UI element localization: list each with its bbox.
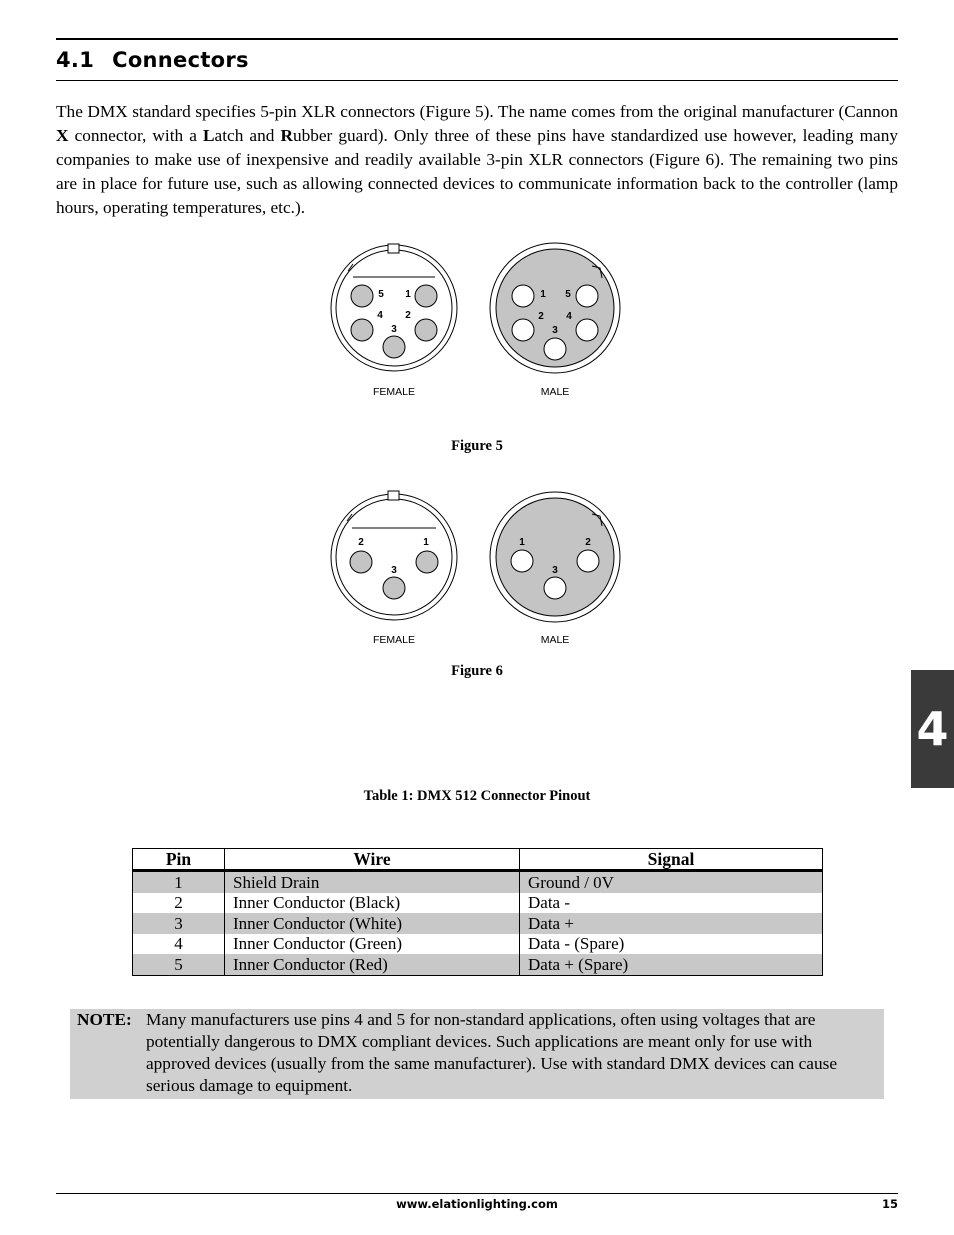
cell-wire: Inner Conductor (Red) bbox=[225, 954, 520, 975]
m5-label-5: 5 bbox=[565, 289, 571, 300]
male3-pin-2 bbox=[577, 550, 599, 572]
cell-wire: Shield Drain bbox=[225, 871, 520, 893]
female-pin-5 bbox=[351, 285, 373, 307]
f5-label-4: 4 bbox=[377, 310, 383, 321]
figure5-connectors-diagram bbox=[330, 236, 630, 406]
male3-pin-1 bbox=[511, 550, 533, 572]
top-rule bbox=[56, 38, 898, 40]
male-3pin-connector bbox=[490, 492, 620, 622]
male-pin-1 bbox=[512, 285, 534, 307]
intro-text-3: atch and bbox=[214, 126, 281, 145]
intro-bold-l: L bbox=[203, 126, 215, 145]
m5-label-2: 2 bbox=[538, 311, 544, 322]
cell-signal: Data + bbox=[520, 913, 823, 934]
f6-label-3: 3 bbox=[391, 565, 397, 576]
male-pin-3 bbox=[544, 338, 566, 360]
table-row bbox=[133, 934, 823, 955]
male-pin-4 bbox=[576, 319, 598, 341]
cell-wire: Inner Conductor (Black) bbox=[225, 893, 520, 914]
f5-male-label: MALE bbox=[540, 386, 570, 398]
male3-pin-3 bbox=[544, 577, 566, 599]
section-number: 4.1 bbox=[56, 48, 95, 72]
female3-pin-3 bbox=[383, 577, 405, 599]
cell-pin: 2 bbox=[133, 893, 225, 914]
female3-latch bbox=[388, 491, 399, 500]
note-text: Many manufacturers use pins 4 and 5 for non-standard applications, often using voltages that are potentially dangerous to DMX compliant devices. Such applications are meant only for use with approved devices (usually from the same manufacturer). Use with standard DMX devices can cause serious damage to equipment. bbox=[146, 1010, 837, 1095]
intro-bold-r: R bbox=[280, 126, 293, 145]
heading-rule bbox=[56, 80, 898, 81]
f6-male-label: MALE bbox=[540, 634, 570, 646]
page-number: 15 bbox=[881, 1197, 898, 1211]
male-5pin-connector bbox=[490, 243, 620, 373]
female-latch bbox=[388, 244, 399, 253]
cell-wire: Inner Conductor (Green) bbox=[225, 934, 520, 955]
cell-signal: Data - bbox=[520, 893, 823, 914]
f6-female-label: FEMALE bbox=[372, 634, 416, 646]
header-wire: Wire bbox=[225, 849, 520, 871]
female-pin-4 bbox=[351, 319, 373, 341]
section-title: Connectors bbox=[112, 48, 249, 72]
f5-label-5: 5 bbox=[378, 289, 384, 300]
female3-outer-ring bbox=[331, 494, 457, 620]
figure6-caption: Figure 6 bbox=[451, 663, 503, 679]
footer-rule bbox=[56, 1193, 898, 1194]
female-3pin-connector bbox=[331, 491, 457, 620]
cell-pin: 1 bbox=[133, 871, 225, 893]
f6-label-1: 1 bbox=[423, 537, 429, 548]
f5-label-3: 3 bbox=[391, 324, 397, 335]
footer-url: www.elationlighting.com bbox=[396, 1197, 558, 1211]
table-row bbox=[133, 893, 823, 914]
intro-bold-x: X bbox=[56, 126, 69, 145]
m6-label-2: 2 bbox=[585, 537, 591, 548]
cell-pin: 3 bbox=[133, 913, 225, 934]
intro-text-2: connector, with a bbox=[68, 126, 204, 145]
cell-pin: 4 bbox=[133, 934, 225, 955]
note-box bbox=[70, 1009, 884, 1099]
cell-signal: Data + (Spare) bbox=[520, 954, 823, 975]
female-pin-2 bbox=[415, 319, 437, 341]
female-5pin-connector bbox=[331, 244, 457, 371]
note-label: NOTE: bbox=[77, 1010, 132, 1029]
intro-text-1: The DMX standard specifies 5-pin XLR connectors (Figure 5). The name comes from the original manufacturer (Cannon bbox=[56, 102, 898, 121]
cell-signal: Data - (Spare) bbox=[520, 934, 823, 955]
female3-pin-2 bbox=[350, 551, 372, 573]
m5-label-1: 1 bbox=[540, 289, 546, 300]
f5-label-1: 1 bbox=[405, 289, 411, 300]
table-caption: Table 1: DMX 512 Connector Pinout bbox=[363, 788, 591, 804]
f5-female-label: FEMALE bbox=[372, 386, 416, 398]
table-row bbox=[133, 913, 823, 934]
cell-wire: Inner Conductor (White) bbox=[225, 913, 520, 934]
cell-signal: Ground / 0V bbox=[520, 871, 823, 893]
m5-label-3: 3 bbox=[552, 325, 558, 336]
male-pin-5 bbox=[576, 285, 598, 307]
header-signal: Signal bbox=[520, 849, 823, 871]
male-pin-2 bbox=[512, 319, 534, 341]
female-pin-3 bbox=[383, 336, 405, 358]
table-row bbox=[133, 871, 823, 893]
pinout-table bbox=[132, 848, 823, 976]
section-heading bbox=[56, 48, 249, 72]
female3-pin-1 bbox=[416, 551, 438, 573]
chapter-tab: 4 bbox=[911, 670, 954, 788]
f5-label-2: 2 bbox=[405, 310, 411, 321]
m5-label-4: 4 bbox=[566, 311, 572, 322]
intro-text-4: ubber guard). Only three of these pins have standardized use however, leading many companies to make use of inexpensive and readily available 3-pin XLR connectors (Figure 6). The remaining two pins are in place for future use, such as allowing connected devices to communicate information back to the controller (lamp hours, operating temperatures, etc.). bbox=[56, 126, 899, 217]
f6-label-2: 2 bbox=[358, 537, 364, 548]
female-pin-1 bbox=[415, 285, 437, 307]
m6-label-3: 3 bbox=[552, 565, 558, 576]
header-pin: Pin bbox=[133, 849, 225, 871]
intro-paragraph bbox=[56, 100, 898, 220]
table-row bbox=[133, 954, 823, 975]
figure6-connectors-diagram bbox=[330, 484, 630, 654]
cell-pin: 5 bbox=[133, 954, 225, 975]
table-header-row bbox=[133, 849, 823, 871]
m6-label-1: 1 bbox=[519, 537, 525, 548]
figure5-caption: Figure 5 bbox=[451, 438, 503, 454]
